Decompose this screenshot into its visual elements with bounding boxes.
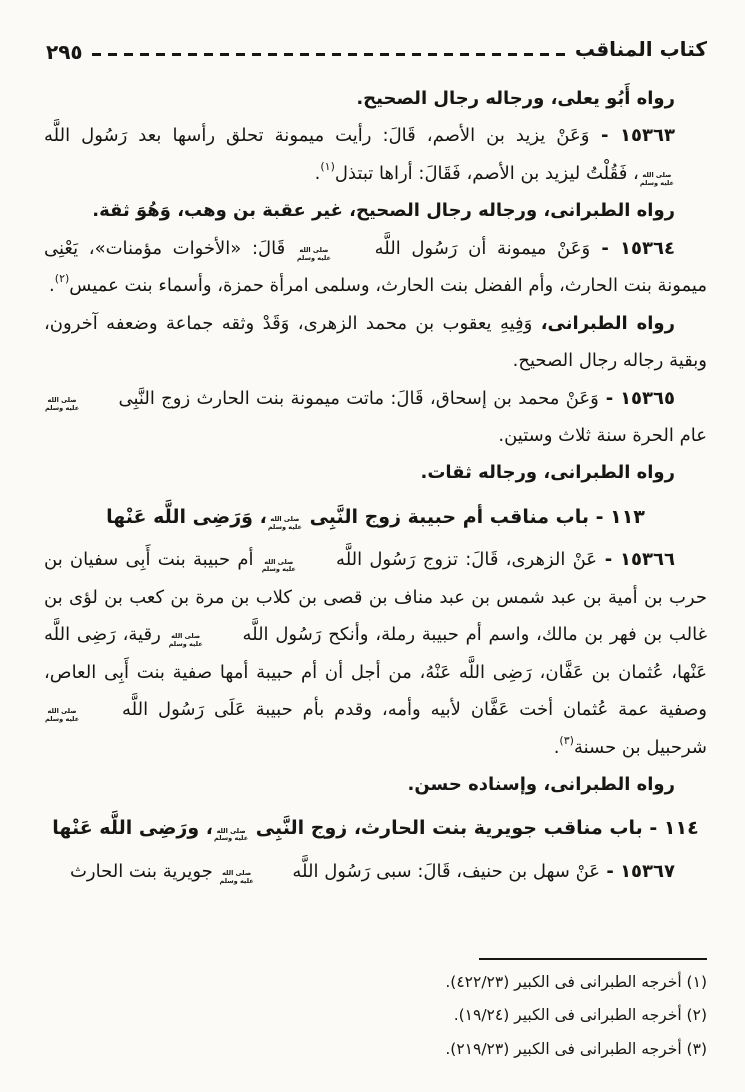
text-segment: أم حبيبة بنت أَبِى سفيان بن حرب بن أمية بن عبد شمس بن عبد مناف بن قصى بن كلاب بن مرة بن كعب بن لؤى بن غالب بن فهر بن مالك، واسم أم حبيبة رملة، وأنكح رَسُول اللَّه bbox=[44, 549, 707, 646]
text-segment: ، وَرَضِى اللَّه عَنْها bbox=[106, 505, 267, 528]
page-body bbox=[0, 64, 745, 890]
text-segment: ١١٤ - باب مناقب جويرية بنت الحارث، زوج النَّبِى bbox=[249, 817, 699, 840]
hadith-paragraph bbox=[44, 117, 707, 192]
text-segment: جويرية بنت الحارث bbox=[69, 860, 219, 882]
takhrij-line bbox=[44, 80, 707, 117]
text-segment: . bbox=[314, 162, 321, 184]
text-segment: ١٥٣٦٥ - bbox=[598, 387, 675, 409]
text-segment: رقية، رَضِى اللَّه عَنْها، عُثمان بن عَفَّان، رَضِى اللَّه عَنْهُ، من أجل أن أم حبيبة أمها صفية بنت أَبِى العاص، وصفية عمة عُثمان أخت عَفَّان لأبيه وأمه، وقدم بأم حبيبة عَلَى رَسُول اللَّه bbox=[44, 624, 707, 721]
page-number: ٢٩٥ bbox=[46, 40, 83, 64]
text-segment: ، فَقُلْتُ ليزيد بن الأصم، فَقَالَ: أراها تبتذل bbox=[334, 162, 639, 184]
text-segment: رواه الطبرانى، ورجاله رجال الصحيح، غير عقبة بن وهب، وَهُوَ ثقة. bbox=[92, 200, 675, 222]
footnote-item: (١) أخرجه الطبرانى فى الكبير (٤٢٢/٢٣). bbox=[445, 973, 707, 992]
takhrij-line bbox=[44, 766, 707, 803]
takhrij-line bbox=[44, 192, 707, 229]
saw-honorific-icon: صلى الله عليه وسلم bbox=[261, 557, 296, 574]
text-segment: ، ورَضِى اللَّه عَنْها bbox=[52, 817, 214, 840]
text-segment: . bbox=[553, 736, 560, 758]
text-segment: رواه الطبرانى، وإسناده حسن. bbox=[407, 773, 675, 795]
footnote-list bbox=[44, 966, 707, 1066]
chapter-heading bbox=[44, 498, 707, 538]
saw-honorific-icon: صلى الله عليه وسلم bbox=[45, 395, 80, 412]
footnote-item: (٣) أخرجه الطبرانى فى الكبير (٢١٩/٢٣). bbox=[445, 1039, 707, 1058]
footnote-marker: (٢) bbox=[54, 272, 70, 286]
footnote-item: (٢) أخرجه الطبرانى فى الكبير (١٩/٢٤). bbox=[453, 1006, 707, 1025]
text-segment: رواه أَبُو يعلى، ورجاله رجال الصحيح. bbox=[356, 88, 675, 109]
takhrij-line bbox=[44, 454, 707, 491]
text-segment: ١٥٣٦٧ - bbox=[600, 860, 675, 882]
running-head bbox=[0, 0, 745, 64]
text-segment: عَنْ الزهرى، قَالَ: تزوج رَسُول اللَّه bbox=[328, 549, 598, 571]
text-segment: وَفِيهِ يعقوب بن محمد الزهرى، وَقَدْ وثقه جماعة وضعفه آخرون، وبقية رجاله رجال الصحيح. bbox=[44, 312, 707, 372]
footnote-marker: (١) bbox=[320, 159, 335, 173]
text-segment: وَعَنْ ميمونة أن رَسُول اللَّه bbox=[363, 237, 591, 259]
hadith-paragraph bbox=[44, 541, 707, 766]
text-segment: رواه الطبرانى، bbox=[540, 312, 675, 334]
footnote-marker: (٣) bbox=[559, 733, 574, 747]
footnote-separator bbox=[479, 958, 707, 960]
text-segment: ١٥٣٦٦ - bbox=[597, 549, 675, 571]
footnotes-section bbox=[44, 958, 707, 1066]
text-segment: شرحبيل بن حسنة bbox=[573, 736, 707, 758]
text-segment: رواه الطبرانى، ورجاله ثقات. bbox=[420, 462, 675, 484]
text-segment: وَعَنْ يزيد بن الأصم، قَالَ: رأيت ميمونة تحلق رأسها بعد رَسُول اللَّه bbox=[44, 125, 590, 147]
saw-honorific-icon: صلى الله عليه وسلم bbox=[639, 171, 674, 187]
hadith-paragraph bbox=[44, 380, 707, 455]
hadith-paragraph bbox=[44, 853, 707, 890]
text-segment: قَالَ: «الأخوات مؤمنات»، يَعْنِى ميمونة بنت الحارث، وأم الفضل بنت الحارث، وسلمى امرأة حمزة، وأسماء بنت عميس bbox=[44, 237, 707, 297]
text-segment: . bbox=[49, 275, 55, 297]
text-segment: ١٥٣٦٣ - bbox=[589, 125, 675, 147]
saw-honorific-icon: صلى الله عليه وسلم bbox=[219, 869, 254, 885]
takhrij-line bbox=[44, 305, 707, 380]
text-segment: ١١٣ - باب مناقب أم حبيبة زوج النَّبِى bbox=[302, 505, 645, 528]
saw-honorific-icon: صلى الله عليه وسلم bbox=[267, 515, 302, 531]
book-title: كتاب المناقب bbox=[574, 37, 707, 61]
text-segment: عَنْ سهل بن حنيف، قَالَ: سبى رَسُول اللَّه bbox=[286, 860, 601, 882]
saw-honorific-icon: صلى الله عليه وسلم bbox=[296, 245, 331, 262]
saw-honorific-icon: صلى الله عليه وسلم bbox=[214, 826, 249, 843]
saw-honorific-icon: صلى الله عليه وسلم bbox=[45, 707, 80, 724]
text-segment: ١٥٣٦٤ - bbox=[590, 237, 675, 259]
chapter-heading bbox=[44, 809, 707, 849]
dash-leader bbox=[91, 53, 565, 56]
hadith-paragraph bbox=[44, 230, 707, 305]
text-segment: وَعَنْ محمد بن إسحاق، قَالَ: ماتت ميمونة بنت الحارث زوج النَّبِى bbox=[112, 387, 599, 409]
saw-honorific-icon: صلى الله عليه وسلم bbox=[168, 632, 203, 649]
text-segment: عام الحرة سنة ثلاث وستين. bbox=[498, 424, 707, 446]
